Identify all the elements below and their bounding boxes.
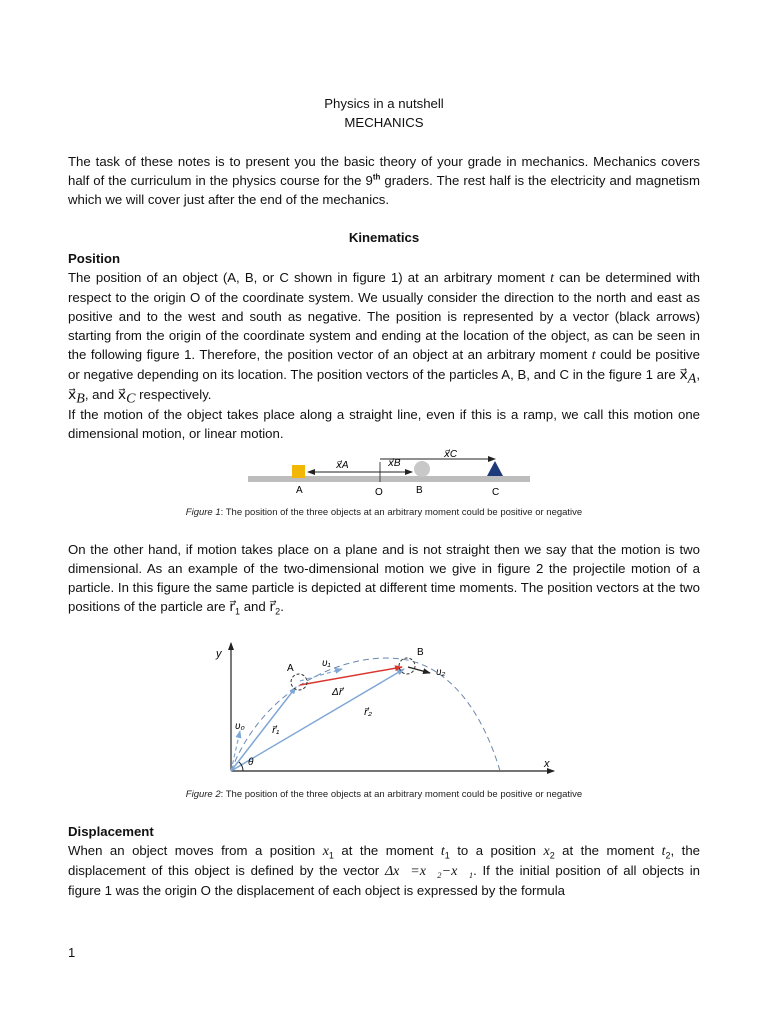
label-o: O [375,487,383,498]
document-page [68,94,700,900]
kinematics-heading: Kinematics [348,230,420,245]
page-number: 1 [68,945,76,960]
position-paragraph: The position of an object (A, B, or C shown in figure 1) at an arbitrary moment t can be determined with respect to the origin O of the coordinate system. We usually consider the direction to the north and east as positive and to the west and south as negative. The position is represented by a vector (black arrows) starting from the origin of the coordinate system and ending at the location of the object, as can be seen in the following figure 1. Therefore, the position vector of an object at an arbitrary moment t could be positive or negative depending on its location. The position vectors of the particles A, B, and C in the figure 1 are $x⃗_A$, $x⃗_B$, and $x⃗_C$ respectively. [68,270,701,407]
point-a-label: A [287,663,294,674]
intro-paragraph: The task of these notes is to present you the basic theory of your grade in mechanics. Mechanics covers half of the curriculum in the physics course for the 9th graders. The rest half is the electricity and magnetism which we will cover just after the end of the mechanics. [68,154,700,207]
figure-2-diagram [68,635,700,785]
r2-label: r⃗₂ [364,707,372,718]
theta-label: θ [248,757,254,768]
figure-2 [68,635,700,785]
label-a: A [296,485,303,496]
v0-label: υ₀ [235,721,245,732]
figure-1-caption: Figure 1: The position of the three objects at an arbitrary moment could be positive or negative [185,507,583,518]
displacement-heading: Displacement [68,824,154,839]
object-c-triangle [487,461,503,476]
v2-label: υ₂ [436,667,446,678]
document-title: Physics in a nutshell [324,96,444,111]
figure-1 [68,449,700,525]
vector-xa-label: x⃗A [336,460,349,471]
r1-label: r⃗₁ [272,725,280,736]
linear-motion-paragraph: If the motion of the object takes place along a straight line, even if this is a ramp, we call this motion one dimensional motion, or linear motion. [68,407,700,441]
label-c: C [492,487,500,498]
label-b: B [416,485,423,496]
v1-label: υ₁ [322,658,331,669]
y-axis-label: y [216,648,222,660]
vector-xb-label: x⃗B [388,458,401,469]
displacement-paragraph: When an object moves from a position $x_1$ at the moment $t_1$ to a position $x_2$ at the moment $t_2$, the displacement of this object is defined by the vector Δx⃗=x⃗₂−x⃗₁. If the initial position of all objects in figure 1 was the origin O the displacement of each object is expressed by the formula [68,843,700,898]
x-axis-label: x [544,758,550,770]
object-a-square [292,465,305,478]
title-block [68,94,700,132]
particle-a-circle [291,674,307,690]
two-dimensional-paragraph: On the other hand, if motion takes place on a plane and is not straight then we say that the motion is two dimensional. As an example of the two-dimensional motion we give in figure 2 the projectile motion of a particle. In this figure the same particle is depicted at different time moments. The position vectors at the two positions of the particle are $r⃗_1$ and $r⃗_2$. [68,542,700,617]
ground-bar [248,476,530,482]
r2-vector [231,669,404,771]
object-b-circle [414,461,430,477]
figure-2-caption: Figure 2: The position of the three objects at an arbitrary moment could be positive or negative [185,789,583,800]
vector-xc-label: x⃗C [444,449,458,460]
delta-r-label: Δr⃗ [332,687,343,698]
delta-r-vector [300,667,402,685]
point-b-label: B [417,647,424,658]
v2-vector [408,667,430,673]
position-heading: Position [68,251,121,266]
figure-1-diagram [68,449,700,525]
document-subtitle: MECHANICS [344,115,424,130]
